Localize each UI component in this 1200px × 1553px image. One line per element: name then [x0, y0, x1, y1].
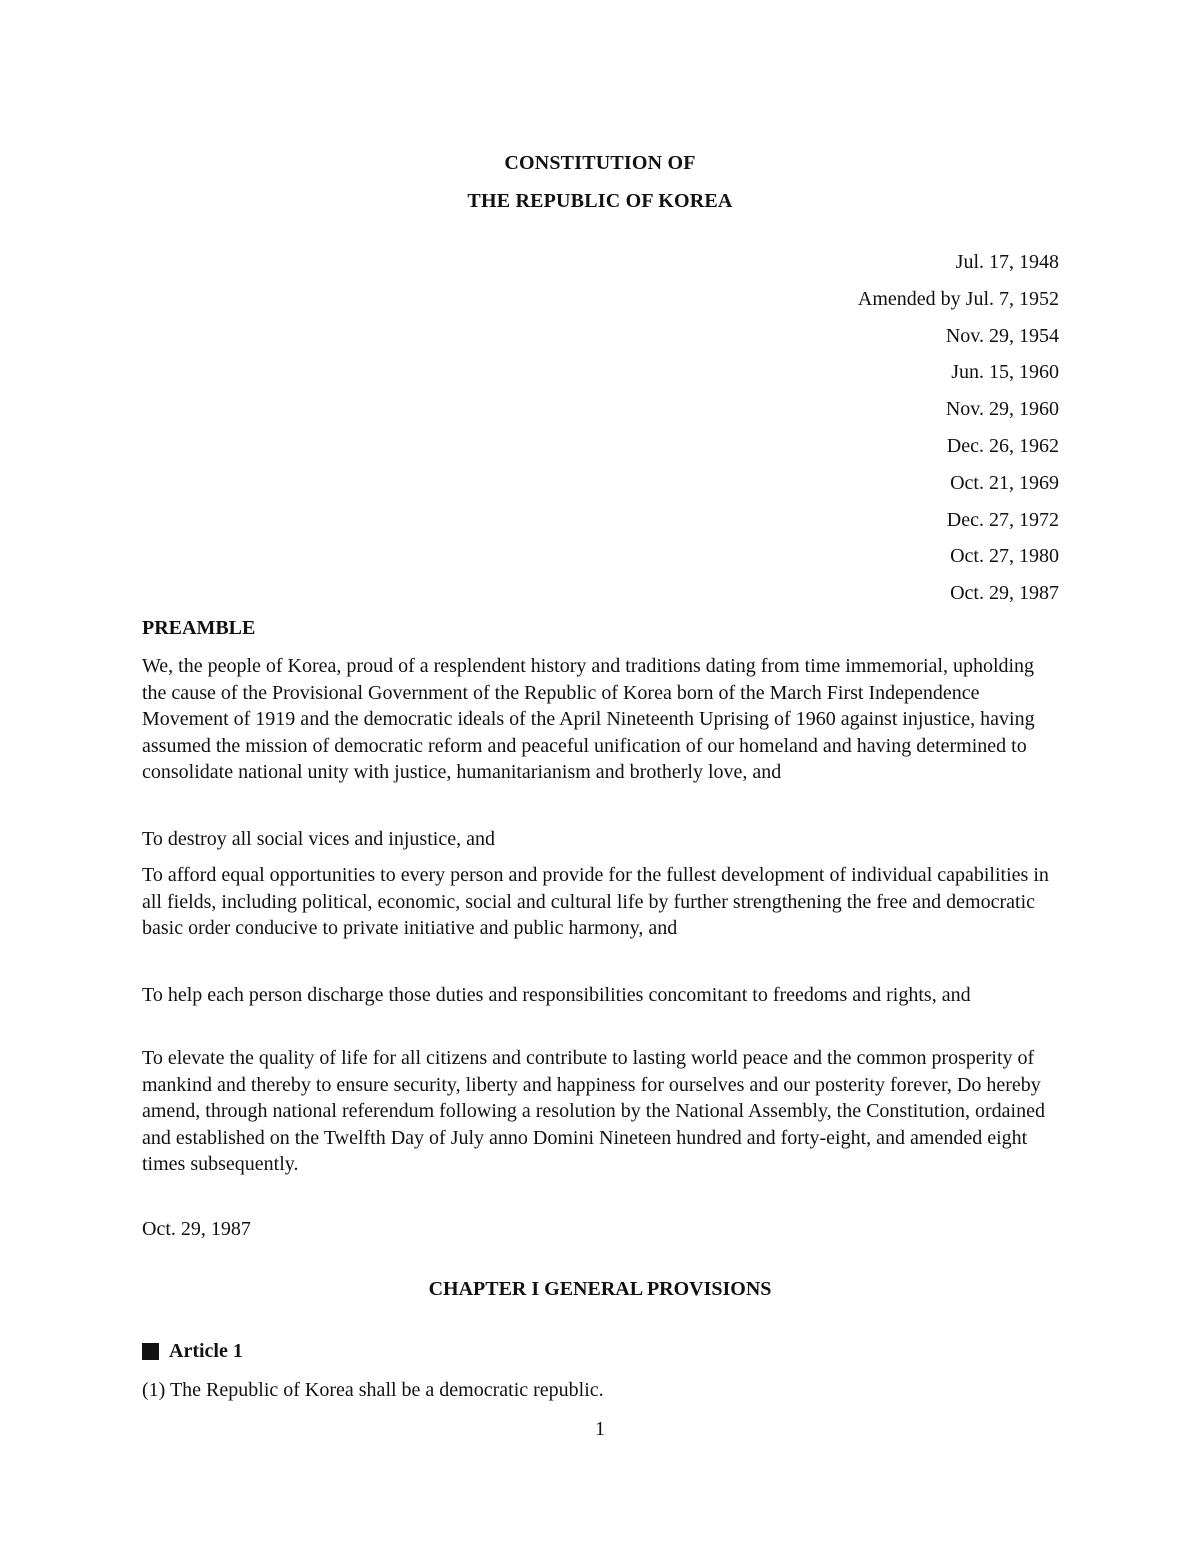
- document-title-line-2: THE REPUBLIC OF KOREA: [467, 190, 733, 212]
- date-entry: Jul. 17, 1948: [955, 251, 1059, 273]
- preamble-paragraph: To help each person discharge those duties and responsibilities concomitant to freedoms and rights, and: [142, 984, 971, 1006]
- date-entry: Oct. 21, 1969: [950, 471, 1059, 494]
- article-heading: [142, 1340, 243, 1363]
- preamble-date: Oct. 29, 1987: [142, 1218, 251, 1240]
- preamble-paragraph: To elevate the quality of life for all citizens and contribute to lasting world peace and the common prosperity of mankind and thereby to ensure security, liberty and happiness for ourselves and our posterity forever, Do hereby amend, through national referendum following a resolution by the National Assembly, the Constitution, ordained and established on the Twelfth Day of July anno Domini Nineteen hundred and forty-eight, and amended eight times subsequently.: [142, 1047, 1045, 1176]
- date-entry: Oct. 29, 1987: [950, 582, 1059, 605]
- date-entry: Dec. 26, 1962: [946, 434, 1059, 457]
- amendment-dates: [858, 248, 1059, 616]
- date-entry: Jun. 15, 1960: [951, 361, 1059, 384]
- preamble-paragraph: We, the people of Korea, proud of a resplendent history and traditions dating from time immemorial, upholding the cause of the Provisional Government of the Republic of Korea born of the March First Independence Movement of 1919 and the democratic ideals of the April Nineteenth Uprising of 1960 against injustice, having assumed the mission of democratic reform and peaceful unification of our homeland and having determined to consolidate national unity with justice, humanitarianism and brotherly love, and: [142, 655, 1035, 784]
- page-number: 1: [595, 1418, 605, 1440]
- preamble-heading: PREAMBLE: [142, 617, 256, 639]
- chapter-heading: CHAPTER I GENERAL PROVISIONS: [428, 1278, 772, 1300]
- preamble-paragraph: To destroy all social vices and injustice, and: [142, 828, 495, 850]
- date-entry: Amended by Jul. 7, 1952: [857, 287, 1059, 310]
- document-title-line-1: CONSTITUTION OF: [504, 152, 696, 174]
- date-entry: Oct. 27, 1980: [950, 545, 1059, 568]
- article-heading-label: Article 1: [169, 1340, 243, 1362]
- date-entry: Nov. 29, 1960: [945, 398, 1059, 421]
- article-clause: (1) The Republic of Korea shall be a democratic republic.: [142, 1379, 604, 1401]
- preamble-paragraph: To afford equal opportunities to every person and provide for the fullest development of individual capabilities in all fields, including political, economic, social and cultural life by further strengthening the free and democratic basic order conducive to private initiative and public harmony, and: [142, 864, 1049, 940]
- date-entry: Nov. 29, 1954: [945, 324, 1059, 347]
- date-entry: Dec. 27, 1972: [946, 508, 1059, 531]
- black-square-icon: [142, 1343, 159, 1360]
